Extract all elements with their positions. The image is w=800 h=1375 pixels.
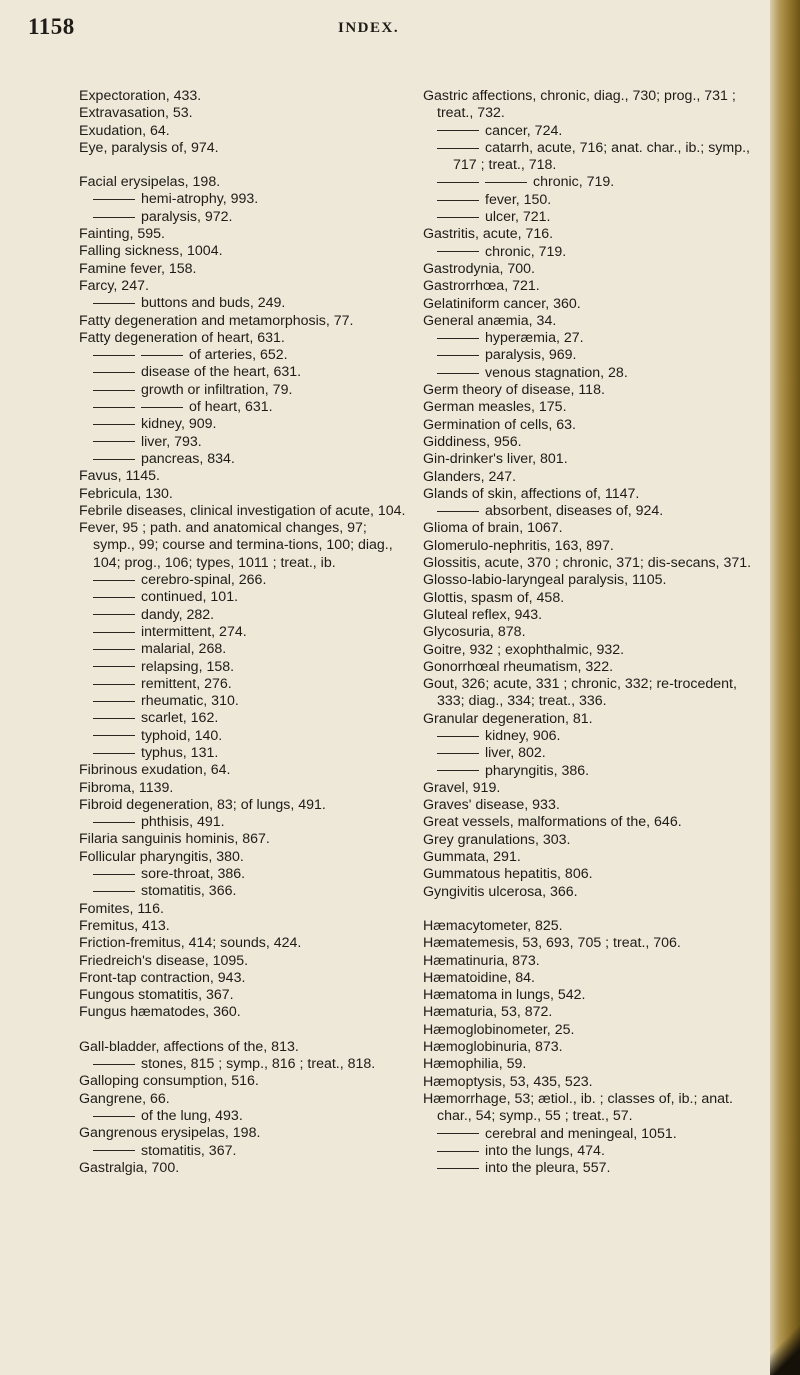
index-entry <box>423 607 761 624</box>
repeat-dash <box>437 338 479 339</box>
entry-text: Goitre, 932 ; exophthalmic, 932. <box>423 641 625 658</box>
index-subentry <box>79 710 409 727</box>
index-subentry <box>423 728 761 745</box>
entry-text: dandy, 282. <box>141 606 215 623</box>
index-entry <box>423 1004 761 1021</box>
entry-text: absorbent, diseases of, 924. <box>485 503 664 520</box>
repeat-dash <box>93 407 135 408</box>
index-entry <box>423 1022 761 1039</box>
entry-text: Eye, paralysis of, 974. <box>79 139 219 156</box>
index-entry <box>423 780 761 797</box>
entry-text: remittent, 276. <box>141 675 232 692</box>
index-entry <box>423 590 761 607</box>
index-subentry <box>79 607 409 624</box>
repeat-dash <box>93 580 135 581</box>
index-entry <box>423 555 761 572</box>
entry-text: Fatty degeneration of heart, 631. <box>79 329 285 346</box>
entry-text: buttons and buds, 249. <box>141 295 286 312</box>
index-subentry <box>79 434 409 451</box>
index-entry <box>423 970 761 987</box>
index-entry <box>423 624 761 641</box>
index-entry <box>79 987 409 1004</box>
index-entry <box>79 1160 409 1177</box>
index-entry <box>423 486 761 503</box>
index-entry <box>423 987 761 1004</box>
entry-text: German measles, 175. <box>423 399 567 416</box>
entry-text: stomatitis, 366. <box>141 883 237 900</box>
entry-text: hyperæmia, 27. <box>485 330 584 347</box>
index-subentry <box>79 209 409 226</box>
index-entry <box>423 261 761 278</box>
repeat-dash <box>437 217 479 218</box>
entry-text: Gummatous hepatitis, 806. <box>423 866 593 883</box>
index-entry <box>423 278 761 295</box>
entry-text: growth or infiltration, 79. <box>141 381 293 398</box>
index-subentry <box>79 451 409 468</box>
index-subentry <box>79 382 409 399</box>
index-subentry <box>79 1108 409 1125</box>
index-subentry <box>423 209 761 226</box>
entry-text: pancreas, 834. <box>141 450 235 467</box>
entry-text: Fremitus, 413. <box>79 917 170 934</box>
entry-text: Fever, 95 ; path. and anatomical changes, 97; symp., 99; course and termina-tions, 100; diag., 104; prog., 106; types, 1011 ; treat., ib. <box>79 520 393 571</box>
index-entry <box>79 330 409 347</box>
index-subentry <box>423 1126 761 1143</box>
entry-text: Fungus hæmatodes, 360. <box>79 1004 241 1021</box>
index-entry <box>79 503 409 520</box>
entry-text: Hæmoglobinometer, 25. <box>423 1021 575 1038</box>
index-entry <box>79 243 409 260</box>
repeat-dash <box>437 130 479 131</box>
entry-text: Extravasation, 53. <box>79 105 193 122</box>
entry-text: into the lungs, 474. <box>485 1142 605 1159</box>
entry-text: Grey granulations, 303. <box>423 831 571 848</box>
entry-text: Glands of skin, affections of, 1147. <box>423 485 640 502</box>
repeat-dash <box>437 736 479 737</box>
index-subentry <box>423 244 761 261</box>
entry-text: Gastritis, acute, 716. <box>423 226 554 243</box>
index-subentry <box>79 572 409 589</box>
entry-text: Friction-fremitus, 414; sounds, 424. <box>79 935 302 952</box>
entry-text: Gelatiniform cancer, 360. <box>423 295 581 312</box>
index-entry <box>79 174 409 191</box>
index-subentry <box>79 641 409 658</box>
index-entry <box>79 953 409 970</box>
repeat-dash <box>93 874 135 875</box>
index-subentry <box>423 192 761 209</box>
repeat-dash <box>437 200 479 201</box>
index-entry <box>423 88 761 123</box>
entry-text: Fungous stomatitis, 367. <box>79 987 234 1004</box>
entry-text: Hæmatoma in lungs, 542. <box>423 987 586 1004</box>
running-head <box>0 14 770 44</box>
index-entry <box>79 762 409 779</box>
index-entry <box>79 1125 409 1142</box>
repeat-dash <box>93 718 135 719</box>
index-entry <box>79 935 409 952</box>
index-entry <box>423 711 761 728</box>
entry-text: kidney, 909. <box>141 416 217 433</box>
entry-text: Gyngivitis ulcerosa, 366. <box>423 883 578 900</box>
repeat-dash <box>93 355 135 356</box>
entry-text: Gastrodynia, 700. <box>423 260 535 277</box>
index-subentry <box>79 814 409 831</box>
index-entry <box>79 278 409 295</box>
entry-text: Filaria sanguinis hominis, 867. <box>79 831 270 848</box>
entry-text: Fibrinous exudation, 64. <box>79 762 231 779</box>
repeat-dash <box>93 372 135 373</box>
index-entry <box>423 572 761 589</box>
entry-text: Follicular pharyngitis, 380. <box>79 848 244 865</box>
index-subentry <box>79 589 409 606</box>
entry-text: paralysis, 969. <box>485 347 577 364</box>
entry-text: Friedreich's disease, 1095. <box>79 952 249 969</box>
entry-text: chronic, 719. <box>533 174 615 191</box>
index-entry <box>423 313 761 330</box>
index-subentry <box>423 330 761 347</box>
repeat-dash <box>437 355 479 356</box>
repeat-dash <box>93 424 135 425</box>
entry-text: Febricula, 130. <box>79 485 173 502</box>
entry-text: paralysis, 972. <box>141 208 233 225</box>
index-entry <box>423 382 761 399</box>
index-entry <box>423 434 761 451</box>
repeat-dash <box>437 770 479 771</box>
repeat-dash <box>141 355 183 356</box>
index-entry <box>423 832 761 849</box>
index-column-left <box>79 88 409 1177</box>
entry-text: Germination of cells, 63. <box>423 416 576 433</box>
index-entry <box>423 642 761 659</box>
entry-text: Glycosuria, 878. <box>423 624 526 641</box>
index-entry <box>79 1039 409 1056</box>
entry-text: Hæmatoidine, 84. <box>423 969 535 986</box>
entry-text: Farcy, 247. <box>79 277 149 294</box>
index-subentry <box>79 659 409 676</box>
entry-text: Febrile diseases, clinical investigation of acute, 104. <box>79 502 406 519</box>
entry-text: Gall-bladder, affections of the, 813. <box>79 1038 299 1055</box>
entry-text: Giddiness, 956. <box>423 433 522 450</box>
index-entry <box>79 226 409 243</box>
entry-text: Glomerulo-nephritis, 163, 897. <box>423 537 614 554</box>
index-entry <box>423 1091 761 1126</box>
index-entry <box>423 451 761 468</box>
entry-text: stomatitis, 367. <box>141 1142 237 1159</box>
index-entry <box>79 901 409 918</box>
index-entry <box>79 105 409 122</box>
index-subentry <box>423 503 761 520</box>
repeat-dash <box>93 891 135 892</box>
entry-text: scarlet, 162. <box>141 710 219 727</box>
entry-text: Glioma of brain, 1067. <box>423 520 563 537</box>
index-entry <box>79 849 409 866</box>
entry-text: Gangrene, 66. <box>79 1090 170 1107</box>
entry-text: Hæmophilia, 59. <box>423 1056 527 1073</box>
index-entry <box>423 849 761 866</box>
entry-text: liver, 793. <box>141 433 202 450</box>
entry-text: Graves' disease, 933. <box>423 797 560 814</box>
entry-text: Germ theory of disease, 118. <box>423 382 605 399</box>
repeat-dash <box>93 1116 135 1117</box>
entry-text: Gummata, 291. <box>423 849 521 866</box>
index-entry <box>79 1004 409 1021</box>
entry-text: Famine fever, 158. <box>79 260 197 277</box>
entry-text: cancer, 724. <box>485 122 563 139</box>
entry-text: Facial erysipelas, 198. <box>79 174 221 191</box>
index-entry <box>423 953 761 970</box>
index-entry <box>79 1073 409 1090</box>
index-entry <box>423 538 761 555</box>
entry-text: Hæmorrhage, 53; ætiol., ib. ; classes of, ib.; anat. char., 54; symp., 55 ; treat., 57. <box>423 1090 733 1125</box>
entry-text: ulcer, 721. <box>485 209 551 226</box>
entry-text: stones, 815 ; symp., 816 ; treat., 818. <box>141 1056 376 1073</box>
entry-text: Exudation, 64. <box>79 122 170 139</box>
entry-text: pharyngitis, 386. <box>485 762 590 779</box>
index-entry <box>423 884 761 901</box>
entry-text: Fatty degeneration and metamorphosis, 77. <box>79 312 354 329</box>
entry-text: Glanders, 247. <box>423 468 517 485</box>
index-subentry <box>79 347 409 364</box>
entry-text: Fibroid degeneration, 83; of lungs, 491. <box>79 796 326 813</box>
index-entry <box>423 520 761 537</box>
index-entry <box>79 831 409 848</box>
repeat-dash <box>485 182 527 183</box>
entry-text: of arteries, 652. <box>189 347 288 364</box>
index-entry <box>79 140 409 157</box>
index-entry <box>423 866 761 883</box>
entry-text: Hæmoglobinuria, 873. <box>423 1039 563 1056</box>
index-subentry <box>79 624 409 641</box>
entry-text: continued, 101. <box>141 589 239 606</box>
index-entry <box>423 226 761 243</box>
entry-text: catarrh, acute, 716; anat. char., ib.; symp., 717 ; treat., 718. <box>453 139 750 174</box>
index-subentry <box>79 416 409 433</box>
repeat-dash <box>93 666 135 667</box>
index-subentry <box>423 745 761 762</box>
index-entry <box>423 659 761 676</box>
repeat-dash <box>141 407 183 408</box>
entry-text: Glosso-labio-laryngeal paralysis, 1105. <box>423 572 667 589</box>
index-subentry <box>79 693 409 710</box>
index-subentry <box>79 399 409 416</box>
entry-text: Gravel, 919. <box>423 779 501 796</box>
index-subentry <box>79 883 409 900</box>
entry-text: Gastrorrhœa, 721. <box>423 278 540 295</box>
repeat-dash <box>93 684 135 685</box>
page-number: 1158 <box>28 14 75 39</box>
entry-text: Hæmaturia, 53, 872. <box>423 1004 553 1021</box>
entry-text: malarial, 268. <box>141 641 227 658</box>
repeat-dash <box>93 649 135 650</box>
index-subentry <box>423 1143 761 1160</box>
entry-text: typhus, 131. <box>141 744 219 761</box>
index-entry <box>79 468 409 485</box>
entry-text: Great vessels, malformations of the, 646. <box>423 814 682 831</box>
index-entry <box>423 1039 761 1056</box>
repeat-dash <box>437 511 479 512</box>
repeat-dash <box>93 459 135 460</box>
index-entry <box>423 1074 761 1091</box>
index-entry <box>423 1056 761 1073</box>
index-entry <box>79 780 409 797</box>
entry-text: Fomites, 116. <box>79 900 164 917</box>
entry-text: kidney, 906. <box>485 727 561 744</box>
entry-text: cerebro-spinal, 266. <box>141 572 267 589</box>
index-entry <box>423 676 761 711</box>
entry-text: hemi-atrophy, 993. <box>141 191 259 208</box>
repeat-dash <box>93 632 135 633</box>
repeat-dash <box>437 251 479 252</box>
entry-text: rheumatic, 310. <box>141 693 239 710</box>
index-subentry <box>79 728 409 745</box>
repeat-dash <box>93 614 135 615</box>
entry-text: Gin-drinker's liver, 801. <box>423 451 568 468</box>
entry-text: sore-throat, 386. <box>141 866 246 883</box>
entry-text: phthisis, 491. <box>141 814 225 831</box>
repeat-dash <box>93 822 135 823</box>
entry-text: Fainting, 595. <box>79 226 165 243</box>
index-subentry <box>79 866 409 883</box>
index-entry <box>79 313 409 330</box>
index-entry <box>423 935 761 952</box>
entry-text: disease of the heart, 631. <box>141 364 302 381</box>
entry-text: Granular degeneration, 81. <box>423 710 593 727</box>
index-entry <box>79 123 409 140</box>
entry-text: Expectoration, 433. <box>79 88 202 104</box>
index-subentry <box>423 1160 761 1177</box>
index-entry <box>423 814 761 831</box>
index-subentry <box>423 365 761 382</box>
index-subentry <box>79 1143 409 1160</box>
entry-text: chronic, 719. <box>485 243 567 260</box>
index-entry <box>423 797 761 814</box>
page-title: INDEX. <box>338 20 400 36</box>
entry-text: Gluteal reflex, 943. <box>423 606 543 623</box>
index-entry <box>79 797 409 814</box>
repeat-dash <box>93 390 135 391</box>
index-subentry <box>423 123 761 140</box>
entry-text: Front-tap contraction, 943. <box>79 969 246 986</box>
index-column-right <box>423 88 761 1177</box>
repeat-dash <box>93 753 135 754</box>
entry-text: venous stagnation, 28. <box>485 364 628 381</box>
repeat-dash <box>93 303 135 304</box>
index-subentry <box>423 763 761 780</box>
index-entry <box>423 399 761 416</box>
index-entry <box>423 417 761 434</box>
index-subentry <box>79 1056 409 1073</box>
entry-text: fever, 150. <box>485 191 552 208</box>
entry-text: intermittent, 274. <box>141 623 247 640</box>
repeat-dash <box>437 182 479 183</box>
entry-text: Gonorrhœal rheumatism, 322. <box>423 658 614 675</box>
repeat-dash <box>437 1133 479 1134</box>
entry-text: into the pleura, 557. <box>485 1160 611 1177</box>
index-subentry <box>423 140 761 175</box>
entry-text: Gastralgia, 700. <box>79 1159 180 1176</box>
index-subentry <box>423 174 761 191</box>
entry-text: Hæmatinuria, 873. <box>423 952 540 969</box>
repeat-dash <box>437 753 479 754</box>
entry-text: of the lung, 493. <box>141 1107 243 1124</box>
entry-text: Gout, 326; acute, 331 ; chronic, 332; re-trocedent, 333; diag., 334; treat., 336. <box>423 676 737 710</box>
entry-text: Galloping consumption, 516. <box>79 1073 259 1090</box>
index-subentry <box>79 364 409 381</box>
repeat-dash <box>93 1064 135 1065</box>
index-entry <box>79 486 409 503</box>
repeat-dash <box>437 148 479 149</box>
entry-text: Favus, 1145. <box>79 468 160 485</box>
index-subentry <box>79 191 409 208</box>
index-entry <box>79 970 409 987</box>
index-subentry <box>79 676 409 693</box>
repeat-dash <box>93 217 135 218</box>
entry-text: cerebral and meningeal, 1051. <box>485 1125 677 1142</box>
entry-text: Hæmatemesis, 53, 693, 705 ; treat., 706. <box>423 935 681 952</box>
index-entry <box>79 261 409 278</box>
entry-text: Hæmoptysis, 53, 435, 523. <box>423 1073 593 1090</box>
entry-text: liver, 802. <box>485 745 546 762</box>
book-spine-edge <box>770 0 800 1375</box>
entry-text: General anæmia, 34. <box>423 312 557 329</box>
repeat-dash <box>93 441 135 442</box>
repeat-dash <box>93 701 135 702</box>
index-entry <box>79 88 409 105</box>
index-entry <box>423 296 761 313</box>
index-entry <box>423 918 761 935</box>
entry-text: Gastric affections, chronic, diag., 730; prog., 731 ; treat., 732. <box>423 88 736 122</box>
index-entry <box>79 1091 409 1108</box>
entry-text: of heart, 631. <box>189 399 273 416</box>
entry-text: Gangrenous erysipelas, 198. <box>79 1125 261 1142</box>
repeat-dash <box>437 373 479 374</box>
entry-text: relapsing, 158. <box>141 658 235 675</box>
index-entry <box>79 918 409 935</box>
entry-text: Falling sickness, 1004. <box>79 243 223 260</box>
entry-text: Fibroma, 1139. <box>79 779 174 796</box>
index-subentry <box>79 295 409 312</box>
repeat-dash <box>93 199 135 200</box>
index-subentry <box>79 745 409 762</box>
index-subentry <box>423 347 761 364</box>
repeat-dash <box>93 735 135 736</box>
entry-text: typhoid, 140. <box>141 727 223 744</box>
repeat-dash <box>93 1150 135 1151</box>
repeat-dash <box>437 1168 479 1169</box>
repeat-dash <box>93 597 135 598</box>
entry-text: Hæmacytometer, 825. <box>423 917 563 934</box>
page-corner-shadow <box>770 1320 800 1375</box>
index-entry <box>423 469 761 486</box>
repeat-dash <box>437 1151 479 1152</box>
index-entry <box>79 520 409 572</box>
entry-text: Glossitis, acute, 370 ; chronic, 371; dis-secans, 371. <box>423 555 752 572</box>
entry-text: Glottis, spasm of, 458. <box>423 589 565 606</box>
